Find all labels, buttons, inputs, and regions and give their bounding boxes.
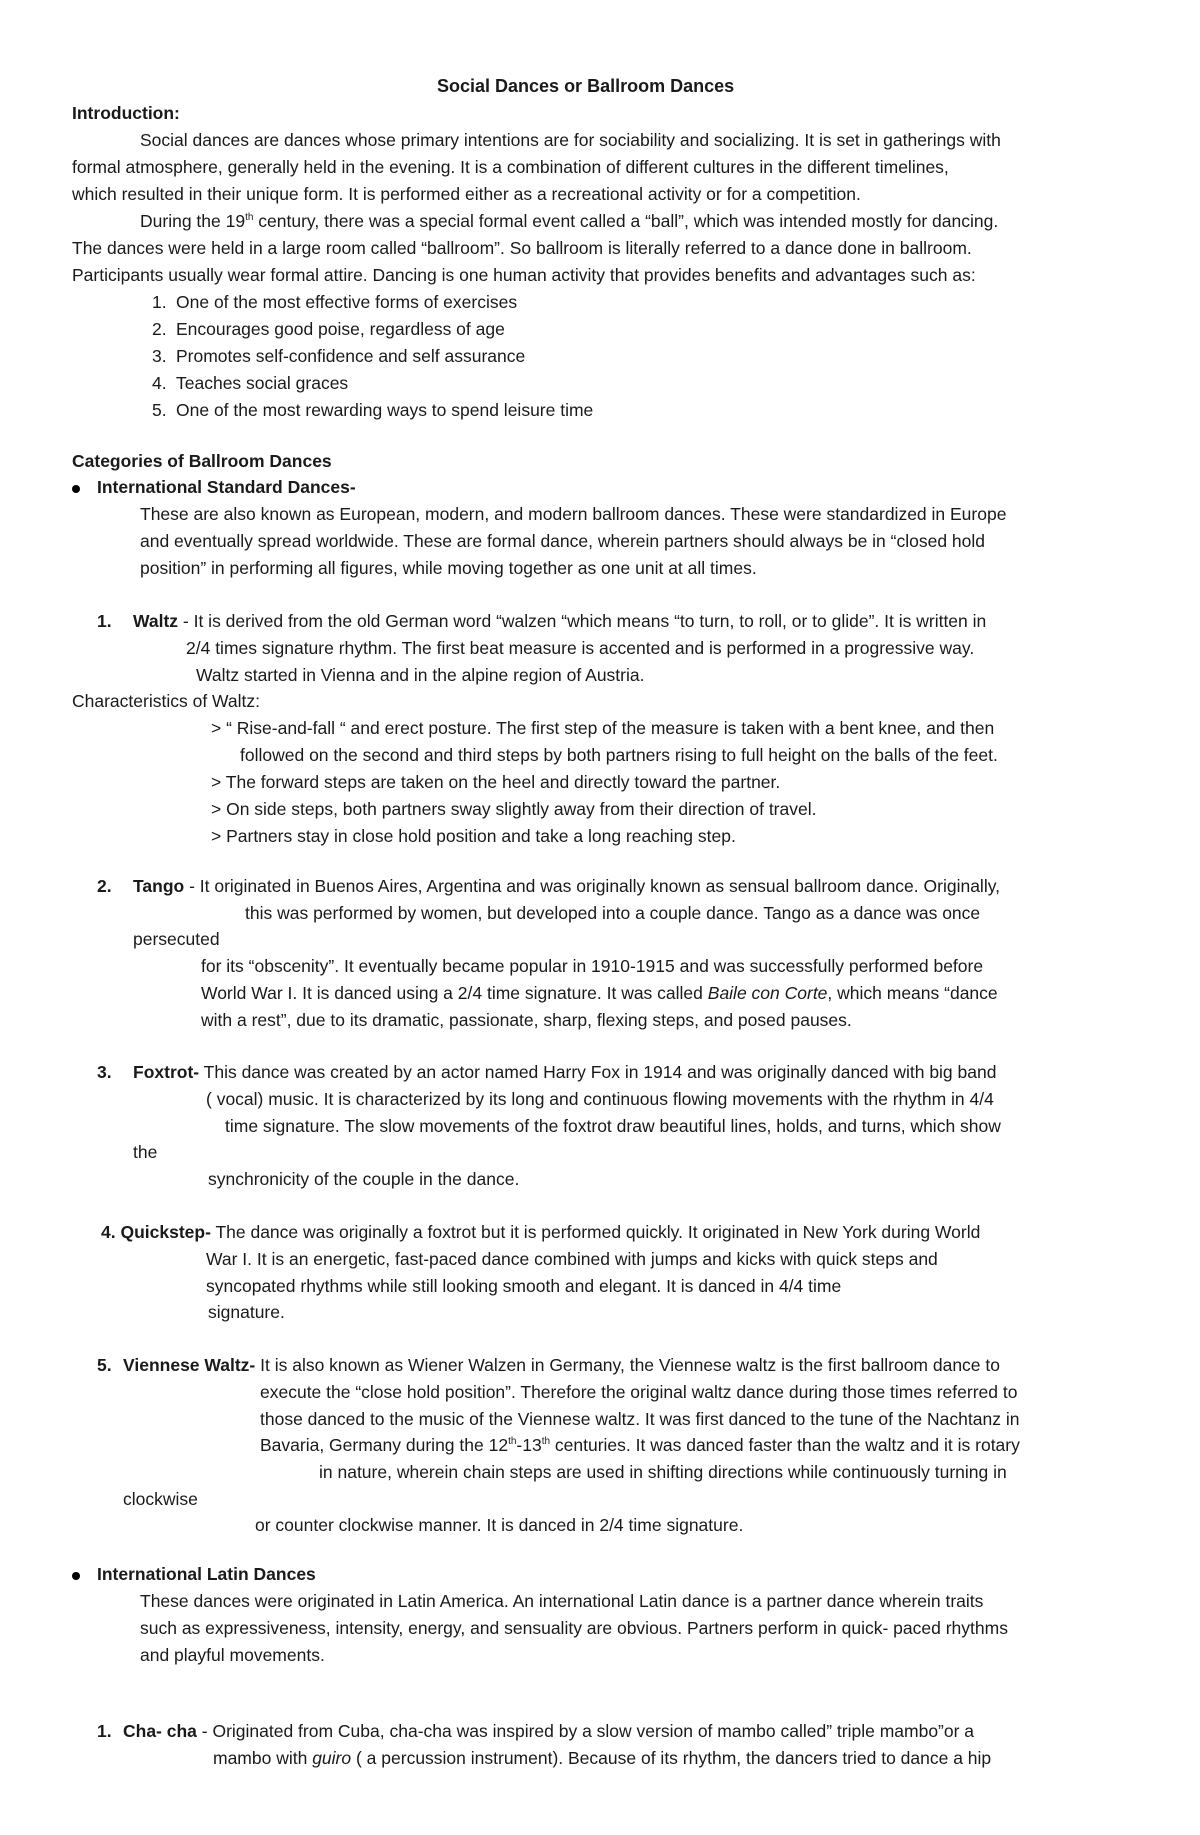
viennese-line7: or counter clockwise manner. It is danced in 2/4 time signature. <box>255 1515 744 1535</box>
intro-p1-line3: which resulted in their unique form. It is performed either as a recreational activity or for a competition. <box>72 184 861 204</box>
chacha-num: 1. <box>97 1721 112 1741</box>
tango-num: 2. <box>97 876 112 896</box>
waltz-line3: Waltz started in Vienna and in the alpine region of Austria. <box>196 665 645 685</box>
waltz-characteristics-heading: Characteristics of Waltz: <box>72 691 261 711</box>
waltz-line2: 2/4 times signature rhythm. The first beat measure is accented and is performed in a progressive way. <box>186 638 975 658</box>
foxtrot-line5: synchronicity of the couple in the dance. <box>208 1169 520 1189</box>
foxtrot-line1: Foxtrot- This dance was created by an actor named Harry Fox in 1914 and was originally danced with big band <box>133 1062 997 1082</box>
intro-p2-line2: The dances were held in a large room called “ballroom”. So ballroom is literally referred to a dance done in ballroom. <box>72 238 972 258</box>
foxtrot-num: 3. <box>97 1062 112 1082</box>
latin-heading: International Latin Dances <box>97 1564 316 1584</box>
list-item: Promotes self-confidence and self assurance <box>176 346 526 366</box>
list-item: Teaches social graces <box>176 373 349 393</box>
page-title: Social Dances or Ballroom Dances <box>437 76 735 96</box>
waltz-line1: Waltz - It is derived from the old German word “walzen “which means “to turn, to roll, or to glide”. It is written in <box>133 611 987 631</box>
intro-p2-line1: During the 19th century, there was a special formal event called a “ball”, which was intended mostly for dancing. <box>140 211 999 231</box>
viennese-line5: in nature, wherein chain steps are used in shifting directions while continuously turning in <box>319 1462 1007 1482</box>
viennese-line4: Bavaria, Germany during the 12th-13th centuries. It was danced faster than the waltz and it is rotary <box>260 1435 1020 1455</box>
foxtrot-line4: the <box>133 1142 158 1162</box>
categories-heading: Categories of Ballroom Dances <box>72 451 332 471</box>
latin-desc-line2: such as expressiveness, intensity, energy, and sensuality are obvious. Partners perform in quick- paced rhythms <box>140 1618 1008 1638</box>
list-item-num: 2. <box>152 319 167 339</box>
tango-line5: World War I. It is danced using a 2/4 time signature. It was called Baile con Corte, which means “dance <box>201 983 998 1003</box>
standard-heading: International Standard Dances- <box>97 477 356 497</box>
tango-line3: persecuted <box>133 929 220 949</box>
standard-desc-line2: and eventually spread worldwide. These are formal dance, wherein partners should always be in “closed hold <box>140 531 986 551</box>
viennese-line6: clockwise <box>123 1489 198 1509</box>
foxtrot-line3: time signature. The slow movements of the foxtrot draw beautiful lines, holds, and turns, which show <box>225 1116 1001 1136</box>
quickstep-line4: signature. <box>208 1302 285 1322</box>
foxtrot-line2: ( vocal) music. It is characterized by its long and continuous flowing movements with the rhythm in 4/4 <box>206 1089 994 1109</box>
viennese-num: 5. <box>97 1355 112 1375</box>
waltz-char-1: > “ Rise-and-fall “ and erect posture. The first step of the measure is taken with a bent knee, and then <box>211 718 995 738</box>
waltz-char-2: > The forward steps are taken on the heel and directly toward the partner. <box>211 772 781 792</box>
quickstep-line1: 4. Quickstep- The dance was originally a foxtrot but it is performed quickly. It originated in New York during World <box>101 1222 981 1242</box>
intro-p1-line1: Social dances are dances whose primary intentions are for sociability and socializing. It is set in gatherings with <box>140 130 1001 150</box>
list-item-num: 4. <box>152 373 167 393</box>
list-item: One of the most effective forms of exercises <box>176 292 518 312</box>
viennese-line2: execute the “close hold position”. Therefore the original waltz dance during those times referred to <box>260 1382 1018 1402</box>
list-item: One of the most rewarding ways to spend leisure time <box>176 400 594 420</box>
tango-line4: for its “obscenity”. It eventually became popular in 1910-1915 and was successfully performed before <box>201 956 984 976</box>
intro-p1-line2: formal atmosphere, generally held in the evening. It is a combination of different cultures in the different timelines, <box>72 157 949 177</box>
tango-line1: Tango - It originated in Buenos Aires, Argentina and was originally known as sensual ballroom dance. Originally, <box>133 876 1001 896</box>
intro-p2-line3: Participants usually wear formal attire. Dancing is one human activity that provides benefits and advantages such as: <box>72 265 976 285</box>
list-item: Encourages good poise, regardless of age <box>176 319 505 339</box>
quickstep-line3: syncopated rhythms while still looking smooth and elegant. It is danced in 4/4 time <box>206 1276 842 1296</box>
standard-desc-line1: These are also known as European, modern, and modern ballroom dances. These were standardized in Europe <box>140 504 1007 524</box>
list-item-num: 5. <box>152 400 167 420</box>
waltz-char-3: > On side steps, both partners sway slightly away from their direction of travel. <box>211 799 817 819</box>
list-item-num: 1. <box>152 292 167 312</box>
viennese-line1: Viennese Waltz- It is also known as Wiener Walzen in Germany, the Viennese waltz is the first ballroom dance to <box>123 1355 1000 1375</box>
latin-desc-line1: These dances were originated in Latin America. An international Latin dance is a partner dance wherein traits <box>140 1591 984 1611</box>
waltz-char-1-cont: followed on the second and third steps by both partners rising to full height on the balls of the feet. <box>240 745 998 765</box>
chacha-line1: Cha- cha - Originated from Cuba, cha-cha was inspired by a slow version of mambo called” triple mambo”or a <box>123 1721 975 1741</box>
viennese-line3: those danced to the music of the Viennese waltz. It was first danced to the tune of the Nachtanz in <box>260 1409 1020 1429</box>
list-item-num: 3. <box>152 346 167 366</box>
quickstep-line2: War I. It is an energetic, fast-paced dance combined with jumps and kicks with quick steps and <box>206 1249 938 1269</box>
tango-line2: this was performed by women, but developed into a couple dance. Tango as a dance was once <box>245 903 981 923</box>
latin-desc-line3: and playful movements. <box>140 1645 325 1665</box>
bullet-icon <box>72 1572 80 1580</box>
waltz-num: 1. <box>97 611 112 631</box>
tango-line6: with a rest”, due to its dramatic, passionate, sharp, flexing steps, and posed pauses. <box>201 1010 852 1030</box>
waltz-char-4: > Partners stay in close hold position and take a long reaching step. <box>211 826 736 846</box>
chacha-line2: mambo with guiro ( a percussion instrument). Because of its rhythm, the dancers tried to dance a hip <box>213 1748 992 1768</box>
bullet-icon <box>72 485 80 493</box>
intro-heading: Introduction: <box>72 103 180 123</box>
standard-desc-line3: position” in performing all figures, while moving together as one unit at all times. <box>140 558 757 578</box>
